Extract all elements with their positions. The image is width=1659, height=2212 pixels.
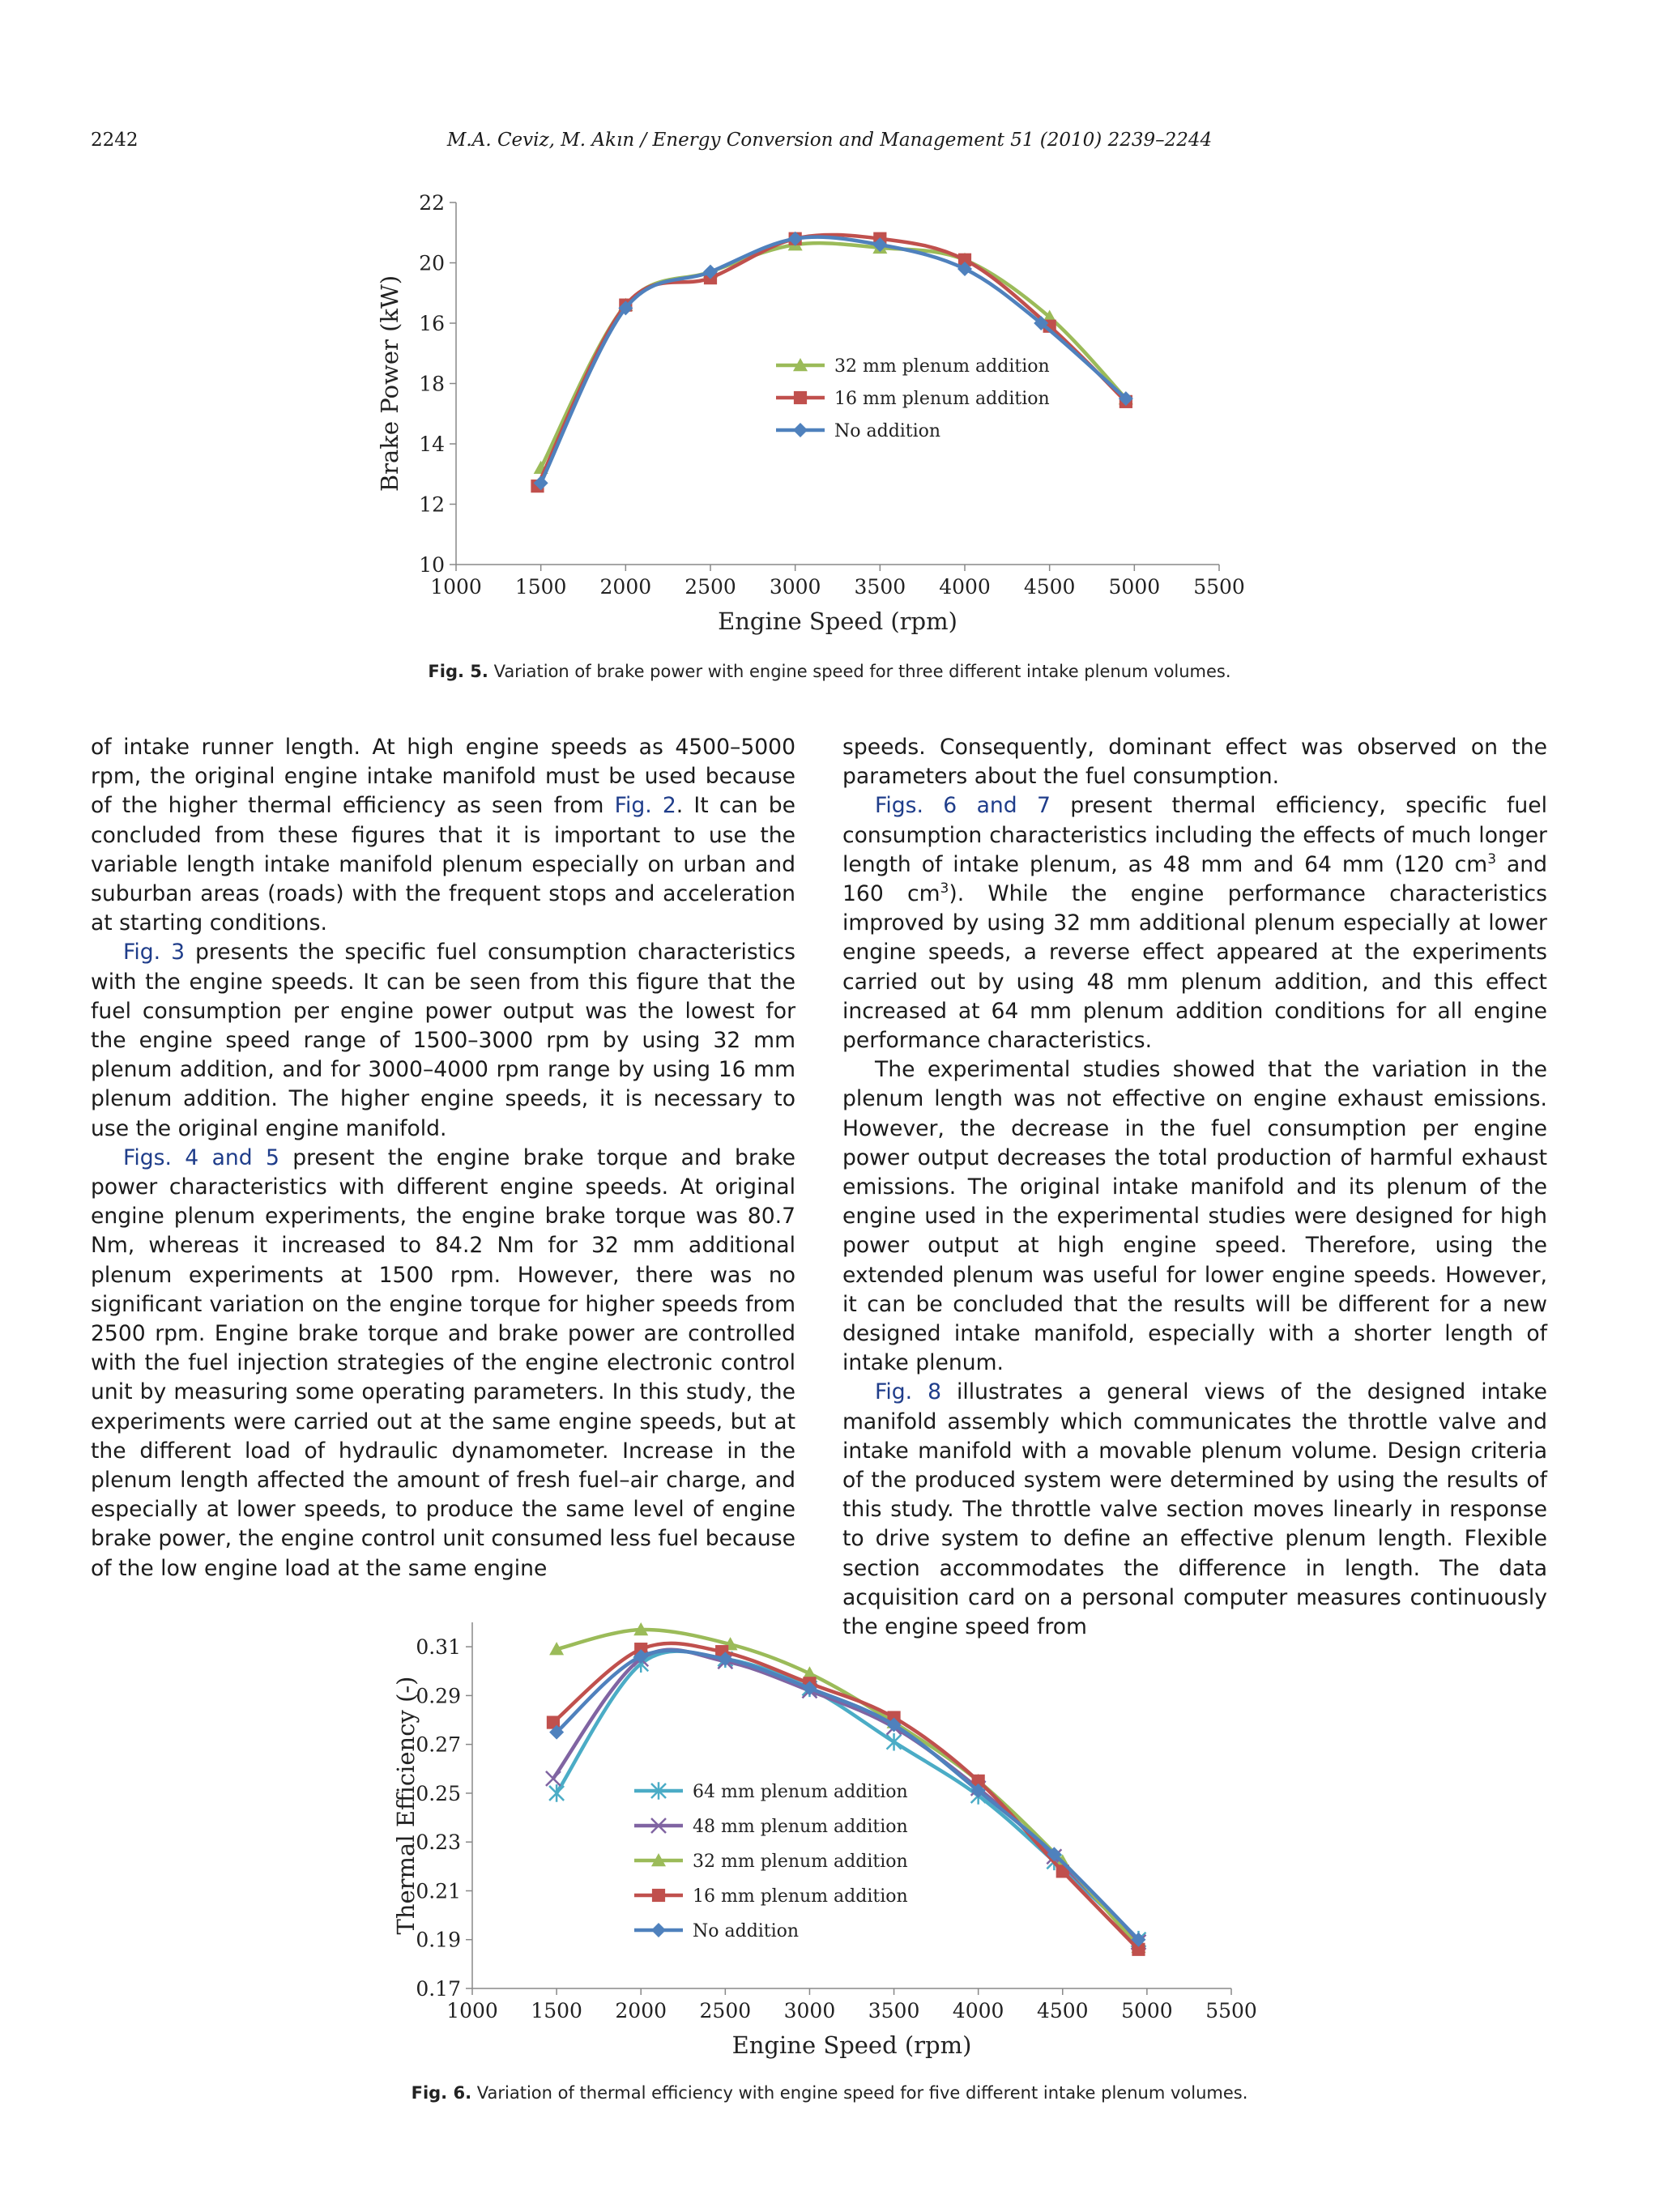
x-tick-label: 4500 xyxy=(1036,1999,1089,2022)
text-run: speeds. Consequently, dominant effect was observed on the parameters about the fuel consumption. xyxy=(842,735,1547,790)
x-tick-label: 4000 xyxy=(952,1999,1004,2022)
legend-entry xyxy=(634,1852,908,1872)
x-tick-label: 5000 xyxy=(1108,575,1161,599)
legend-label: 16 mm plenum addition xyxy=(693,1886,908,1907)
legend-entry xyxy=(634,1782,908,1802)
star-marker xyxy=(887,1733,902,1751)
x-tick-label: 1500 xyxy=(531,1999,582,2022)
square-marker xyxy=(652,1889,665,1902)
page-number: 2242 xyxy=(91,130,139,151)
x-tick-label: 1000 xyxy=(446,1999,498,2022)
legend-entry xyxy=(634,1886,908,1907)
legend-entry xyxy=(776,356,1050,377)
legend-entry xyxy=(776,421,940,441)
y-tick-label: 12 xyxy=(419,492,445,517)
y-axis-title: Brake Power (kW) xyxy=(376,275,403,492)
figure-6-caption-label: Fig. 6. xyxy=(411,2083,472,2103)
text-run: present thermal efficiency, specific fuel consumption characteristics including the effects of much longer length of intake plenum, as 48 mm and 64 mm (120 cm xyxy=(842,793,1547,877)
figure-5-caption xyxy=(0,662,1659,681)
text-run: The experimental studies showed that the variation in the plenum length was not effective on engine exhaust emissions. However, the decrease in the fuel consumption per engine power output decreases the total production of harmful exhaust emissions. The original intake manifold and its plenum of the engine used in the experimental studies were designed for high power output at high engine speed. Therefore, using the extended plenum was useful for lower engine speeds. However, it can be concluded that the results will be different for a new designed intake manifold, especially with a shorter length of intake plenum. xyxy=(842,1057,1547,1376)
y-tick-label: 0.23 xyxy=(416,1831,461,1855)
paragraph xyxy=(842,733,1547,791)
body-column-left xyxy=(91,733,795,1583)
legend-label: 48 mm plenum addition xyxy=(693,1817,908,1837)
legend-label: No addition xyxy=(834,421,941,441)
text-run: presents the specific fuel consumption characteristics with the engine speeds. It can be seen from this figure that the fuel consumption per engine power output was the lowest for the engine speed range of 1500–3000 rpm by using 32 mm plenum addition, and for 3000–4000 rpm range by using 16 mm plenum addition. The higher engine speeds, it is necessary to use the original engine manifold. xyxy=(91,940,795,1141)
diamond-marker xyxy=(651,1923,666,1937)
x-tick-label: 2000 xyxy=(599,575,652,599)
legend-label: 64 mm plenum addition xyxy=(693,1782,908,1802)
figure-6-caption-text: Variation of thermal efficiency with engine speed for five different intake plenum volumes. xyxy=(476,2083,1248,2103)
superscript: 3 xyxy=(1487,850,1497,867)
text-run: present the engine brake torque and brake power characteristics with different engine speeds. At original engine plenum experiments, the engine brake torque was 80.7 Nm, whereas it increased to 84.2 Nm for 32 mm additional plenum experiments at 1500 rpm. However, there was no significant variation on the engine torque for higher speeds from 2500 rpm. Engine brake torque and brake power are controlled with the fuel injection strategies of the engine electronic control unit by measuring some operating parameters. In this study, the experiments were carried out at the same engine speeds, but at the different load of hydraulic dynamometer. Increase in the plenum length affected the amount of fresh fuel–air charge, and especially at lower speeds, to produce the same level of engine brake power, the engine control unit consumed less fuel because of the low engine load at the same engine xyxy=(91,1144,795,1581)
y-tick-label: 14 xyxy=(419,433,445,456)
legend-label: 32 mm plenum addition xyxy=(834,356,1050,377)
y-tick-label: 18 xyxy=(419,372,445,396)
square-marker xyxy=(794,391,807,404)
text-run: illustrates a general views of the designed intake manifold assembly which communicates the throttle valve and intake manifold with a movable plenum volume. Design criteria of the produced system were determined by using the results of this study. The throttle valve section moves linearly in response to drive system to define an effective plenum length. Flexible section accommodates the difference in length. The data acquisition card on a personal computer measures continuously the engine speed from xyxy=(842,1379,1547,1640)
y-tick-label: 20 xyxy=(419,251,445,275)
legend-label: 32 mm plenum addition xyxy=(693,1852,908,1872)
x-tick-label: 3500 xyxy=(854,575,906,599)
x-tick-label: 5000 xyxy=(1121,1999,1173,2022)
legend-entry xyxy=(634,1817,908,1837)
text-run: . It can be concluded from these figures that it is important to use the variable length intake manifold plenum especially on urban and suburban areas (roads) with the frequent stops and acceleration at starting conditions. xyxy=(91,793,795,936)
figure-reference-link[interactable]: Fig. 8 xyxy=(875,1379,941,1405)
superscript: 3 xyxy=(940,880,949,897)
running-head: M.A. Ceviz, M. Akın / Energy Conversion and Management 51 (2010) 2239–2244 xyxy=(446,130,1213,151)
y-tick-label: 22 xyxy=(419,191,445,215)
x-tick-label: 5500 xyxy=(1193,575,1245,599)
figure-reference-link[interactable]: Figs. 4 and 5 xyxy=(123,1144,279,1170)
x-tick-label: 3000 xyxy=(769,575,821,599)
figure-5-caption-text: Variation of brake power with engine speed for three different intake plenum volumes. xyxy=(493,662,1231,681)
y-tick-label: 0.29 xyxy=(416,1684,461,1708)
x-axis-title: Engine Speed (rpm) xyxy=(731,2031,972,2059)
x-tick-label: 2500 xyxy=(684,575,736,599)
x-tick-label: 1500 xyxy=(514,575,567,599)
body-column-right xyxy=(842,733,1547,1642)
figure-6-caption xyxy=(0,2083,1659,2103)
paragraph xyxy=(842,1378,1547,1642)
x-tick-label: 4500 xyxy=(1023,575,1076,599)
legend-label: 16 mm plenum addition xyxy=(834,389,1050,409)
x-tick-label: 4000 xyxy=(939,575,991,599)
y-tick-label: 0.19 xyxy=(416,1928,461,1952)
y-axis-title: Thermal Efficiency (-) xyxy=(392,1676,420,1935)
x-axis-title: Engine Speed (rpm) xyxy=(718,607,957,635)
y-tick-label: 0.21 xyxy=(416,1879,461,1903)
diamond-marker xyxy=(793,423,808,437)
text-run: and 160 cm xyxy=(842,851,1547,907)
figure-5-caption-label: Fig. 5. xyxy=(428,662,488,681)
x-tick-label: 2000 xyxy=(615,1999,667,2022)
y-tick-label: 0.31 xyxy=(416,1635,461,1660)
star-marker xyxy=(549,1784,564,1802)
y-tick-label: 0.17 xyxy=(416,1977,461,2001)
text-run: of intake runner length. At high engine speeds as 4500–5000 rpm, the original engine intake manifold must be used because of the higher thermal efficiency as seen from xyxy=(91,735,795,819)
y-tick-label: 16 xyxy=(419,312,445,335)
series-line xyxy=(541,243,1126,468)
figure-5-chart xyxy=(0,186,1659,648)
x-tick-label: 1000 xyxy=(430,575,482,599)
paragraph xyxy=(842,1055,1547,1378)
paragraph xyxy=(91,938,795,1143)
paragraph xyxy=(91,733,795,938)
x-tick-label: 3500 xyxy=(868,1999,920,2022)
legend-entry xyxy=(634,1921,799,1941)
paragraph xyxy=(842,791,1547,1055)
legend-entry xyxy=(776,389,1050,409)
figure-reference-link[interactable]: Figs. 6 and 7 xyxy=(875,793,1051,819)
y-tick-label: 0.25 xyxy=(416,1781,461,1805)
figure-reference-link[interactable]: Fig. 2 xyxy=(614,793,676,819)
legend-label: No addition xyxy=(693,1921,800,1941)
y-tick-label: 10 xyxy=(419,553,445,577)
figure-reference-link[interactable]: Fig. 3 xyxy=(123,940,185,965)
y-tick-label: 0.27 xyxy=(416,1733,461,1757)
x-tick-label: 5500 xyxy=(1205,1999,1257,2022)
x-tick-label: 2500 xyxy=(699,1999,752,2022)
figure-6-chart xyxy=(0,1620,1659,2082)
x-marker xyxy=(546,1771,561,1786)
x-tick-label: 3000 xyxy=(783,1999,836,2022)
paragraph xyxy=(91,1144,795,1583)
text-run: ). While the engine performance characteristics improved by using 32 mm additional plenum especially at lower engine speeds, a reverse effect appeared at the experiments carried out by using 48 mm plenum addition, and this effect increased at 64 mm plenum addition conditions for all engine performance characteristics. xyxy=(842,881,1547,1054)
